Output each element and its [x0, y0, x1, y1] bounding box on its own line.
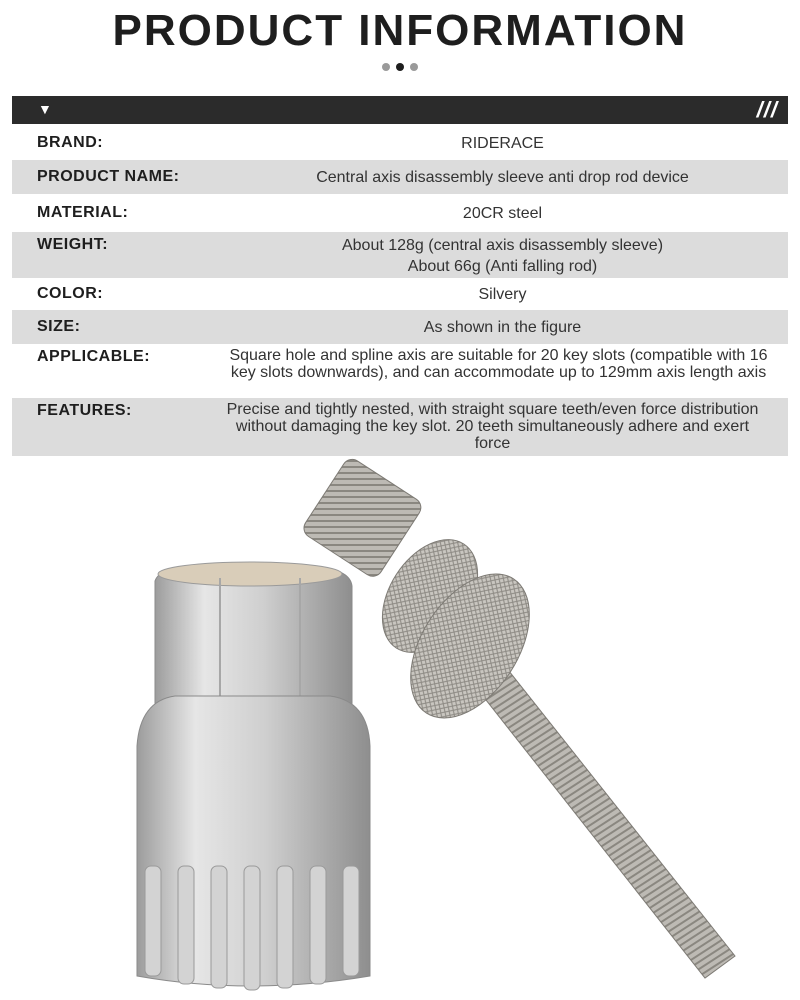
weight-line-1: About 128g (central axis disassembly sleeve) — [341, 237, 664, 254]
slashes-decoration: /// — [756, 97, 778, 122]
carousel-dots — [0, 58, 800, 76]
triangle-down-icon: ▼ — [38, 101, 52, 117]
row-value-size: As shown in the figure — [217, 310, 788, 344]
product-photo — [0, 456, 800, 1000]
page-title: PRODUCT INFORMATION — [112, 6, 688, 55]
row-label-material: MATERIAL: — [37, 204, 129, 221]
carousel-dot[interactable] — [410, 63, 418, 71]
sleeve-tool — [137, 562, 370, 990]
row-value-features: Precise and tightly nested, with straight square teeth/even force distribution without damaging the key slot. 20 teeth simultaneously adhere and exert force — [217, 398, 788, 456]
row-label-size: SIZE: — [12, 310, 217, 344]
table-row — [12, 310, 788, 344]
row-value-applicable: Square hole and spline axis are suitable for 20 key slots (compatible with 16 key slots downwards), and can accommodate up to 129mm axis length axis — [229, 347, 768, 381]
row-value-brand: RIDERACE — [461, 134, 544, 152]
table-row — [12, 160, 788, 194]
row-value-color: Silvery — [478, 285, 527, 303]
row-label-color: COLOR: — [37, 285, 104, 302]
table-row — [12, 232, 788, 278]
section-header-bar — [12, 96, 788, 124]
row-label-product-name: PRODUCT NAME: — [12, 160, 217, 194]
row-label-brand: BRAND: — [37, 134, 104, 151]
table-row — [12, 126, 788, 160]
row-value-product-name: Central axis disassembly sleeve anti drop rod device — [217, 160, 788, 194]
table-row — [12, 194, 788, 232]
row-value-weight — [217, 232, 788, 278]
carousel-dot[interactable] — [382, 63, 390, 71]
table-row — [12, 344, 788, 398]
weight-line-2: About 66g (Anti falling rod) — [407, 258, 598, 275]
row-value-material: 20CR steel — [462, 204, 543, 222]
row-label-weight: WEIGHT: — [12, 232, 217, 278]
row-label-features: FEATURES: — [12, 398, 217, 456]
row-label-applicable: APPLICABLE: — [37, 348, 151, 365]
table-row — [12, 278, 788, 310]
product-info-table — [12, 126, 788, 456]
table-row — [12, 398, 788, 456]
carousel-dot-active[interactable] — [396, 63, 404, 71]
